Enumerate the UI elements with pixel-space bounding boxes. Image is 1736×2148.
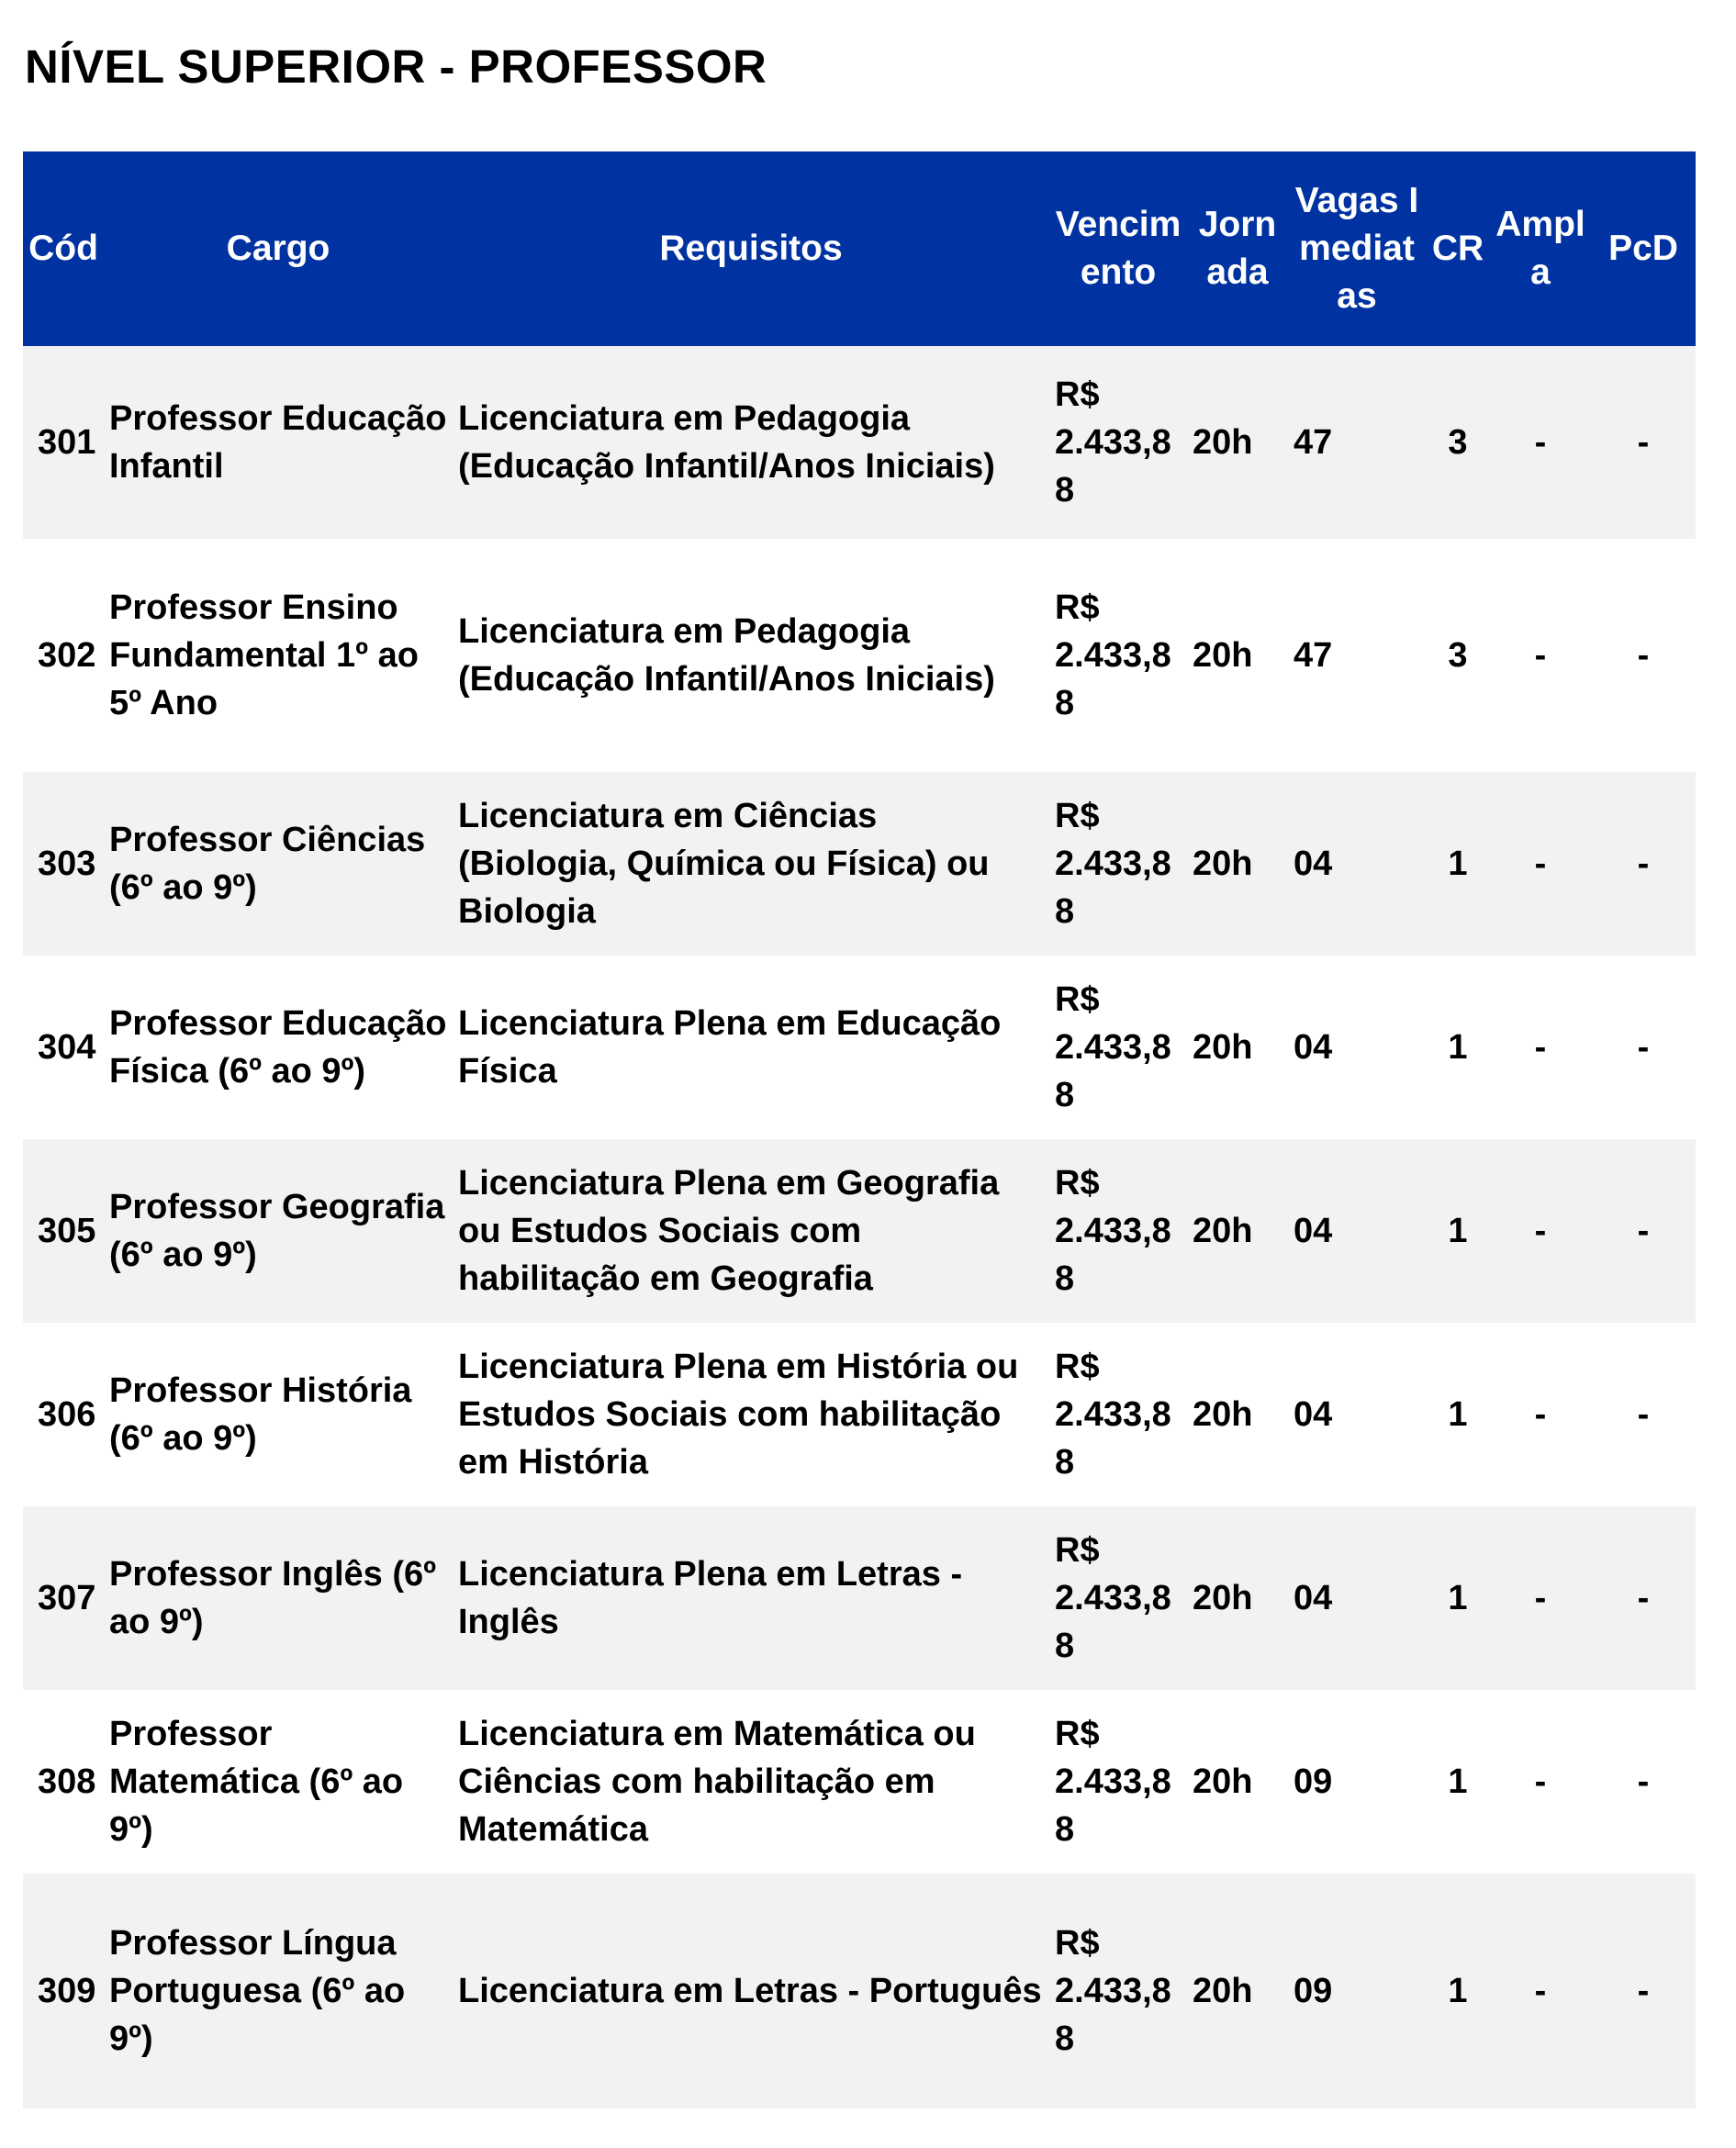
header-vencimento: Vencimento [1055,205,1182,292]
cell-cargo: Professor Geografia (6º ao 9º) [109,1188,445,1274]
cell-cod: 305 [38,1212,96,1250]
cell-cr: 1 [1448,845,1468,883]
cell-jornada: 20h [1193,423,1253,462]
cell-requisitos: Licenciatura em Matemática ou Ciências com habilitação em Matemática [458,1715,976,1849]
cell-ampla: - [1534,845,1547,883]
table-row [23,1690,1696,1874]
cell-cr: 1 [1448,1212,1468,1250]
header-ampla: Ampla [1495,205,1585,292]
table-body [23,346,1696,2109]
cell-cr: 3 [1448,423,1468,462]
cell-cod: 309 [38,1972,96,2010]
cell-vagas: 04 [1294,1212,1333,1250]
cell-requisitos: Licenciatura em Ciências (Biologia, Química ou Física) ou Biologia [458,797,990,931]
cell-jornada: 20h [1193,1972,1253,2010]
cell-requisitos: Licenciatura em Pedagogia (Educação Infantil/Anos Iniciais) [458,612,995,699]
cell-cr: 1 [1448,1972,1468,2010]
cell-cod: 308 [38,1762,96,1801]
cell-ampla: - [1534,1579,1547,1617]
cell-pcd: - [1637,1972,1650,2010]
cell-cr: 3 [1448,636,1468,675]
cell-jornada: 20h [1193,1395,1253,1434]
cell-vencimento: R$ 2.433,88 [1055,797,1171,931]
cell-cod: 306 [38,1395,96,1434]
cell-ampla: - [1534,1972,1547,2010]
cell-vencimento: R$ 2.433,88 [1055,1715,1171,1849]
cell-pcd: - [1637,1579,1650,1617]
cell-ampla: - [1534,1762,1547,1801]
cell-cargo: Professor Matemática (6º ao 9º) [109,1715,404,1849]
cell-vagas: 09 [1294,1762,1333,1801]
cell-cr: 1 [1448,1762,1468,1801]
cell-cargo: Professor Inglês (6º ao 9º) [109,1555,436,1641]
cell-ampla: - [1534,1212,1547,1250]
cell-vagas: 04 [1294,1395,1333,1434]
cell-cr: 1 [1448,1579,1468,1617]
cell-vencimento: R$ 2.433,88 [1055,1164,1171,1298]
table-row [23,1323,1696,1506]
table-row [23,1139,1696,1323]
cell-vagas: 47 [1294,423,1333,462]
cell-vagas: 09 [1294,1972,1333,2010]
cell-vagas: 47 [1294,636,1333,675]
cell-pcd: - [1637,1212,1650,1250]
table-row [23,346,1696,539]
cell-pcd: - [1637,845,1650,883]
cell-requisitos: Licenciatura Plena em Letras - Inglês [458,1555,963,1641]
cell-cargo: Professor Ciências (6º ao 9º) [109,821,426,907]
cell-jornada: 20h [1193,845,1253,883]
cell-jornada: 20h [1193,1028,1253,1067]
cell-pcd: - [1637,1028,1650,1067]
cell-vencimento: R$ 2.433,88 [1055,1924,1171,2058]
table-header [23,151,1696,346]
cell-ampla: - [1534,1395,1547,1434]
page-title: NÍVEL SUPERIOR - PROFESSOR [25,40,767,93]
cell-vencimento: R$ 2.433,88 [1055,1531,1171,1665]
table-row [23,772,1696,956]
cell-cod: 307 [38,1579,96,1617]
cell-cargo: Professor História (6º ao 9º) [109,1371,412,1458]
cell-jornada: 20h [1193,1762,1253,1801]
header-cargo: Cargo [226,229,330,268]
cell-cod: 301 [38,423,96,462]
cell-vagas: 04 [1294,1028,1333,1067]
header-requisitos: Requisitos [659,229,843,268]
table-row [23,956,1696,1139]
header-pcd: PcD [1608,229,1678,268]
cell-jornada: 20h [1193,636,1253,675]
cell-vencimento: R$ 2.433,88 [1055,1348,1171,1482]
header-cr: CR [1431,229,1484,268]
cell-cod: 303 [38,845,96,883]
table-row [23,539,1696,772]
cell-vencimento: R$ 2.433,88 [1055,980,1171,1114]
cell-vagas: 04 [1294,845,1333,883]
header-row [23,151,1696,346]
cell-jornada: 20h [1193,1212,1253,1250]
cell-ampla: - [1534,1028,1547,1067]
cell-vagas: 04 [1294,1579,1333,1617]
header-vagas: Vagas Imediatas [1294,181,1419,316]
cell-cargo: Professor Ensino Fundamental 1º ao 5º Ano [109,588,419,722]
cell-requisitos: Licenciatura Plena em Educação Física [458,1004,1002,1091]
cell-requisitos: Licenciatura Plena em História ou Estudos Sociais com habilitação em História [458,1348,1019,1482]
cell-cr: 1 [1448,1395,1468,1434]
cell-jornada: 20h [1193,1579,1253,1617]
cell-pcd: - [1637,636,1650,675]
cell-ampla: - [1534,636,1547,675]
jobs-table [23,151,1696,2109]
cell-requisitos: Licenciatura Plena em Geografia ou Estudos Sociais com habilitação em Geografia [458,1164,1000,1298]
cell-cod: 302 [38,636,96,675]
table-row [23,1874,1696,2109]
cell-pcd: - [1637,1395,1650,1434]
header-cod: Cód [28,229,98,268]
table-row [23,1506,1696,1690]
header-jornada: Jornada [1198,205,1277,292]
cell-requisitos: Licenciatura em Letras - Português [458,1972,1042,2010]
cell-vencimento: R$ 2.433,88 [1055,588,1171,722]
cell-vencimento: R$ 2.433,88 [1055,375,1171,509]
cell-cargo: Professor Educação Infantil [109,399,447,486]
cell-cargo: Professor Educação Física (6º ao 9º) [109,1004,447,1091]
cell-cr: 1 [1448,1028,1468,1067]
cell-ampla: - [1534,423,1547,462]
cell-cod: 304 [38,1028,96,1067]
cell-pcd: - [1637,1762,1650,1801]
cell-pcd: - [1637,423,1650,462]
cell-cargo: Professor Língua Portuguesa (6º ao 9º) [109,1924,406,2058]
cell-requisitos: Licenciatura em Pedagogia (Educação Infantil/Anos Iniciais) [458,399,995,486]
